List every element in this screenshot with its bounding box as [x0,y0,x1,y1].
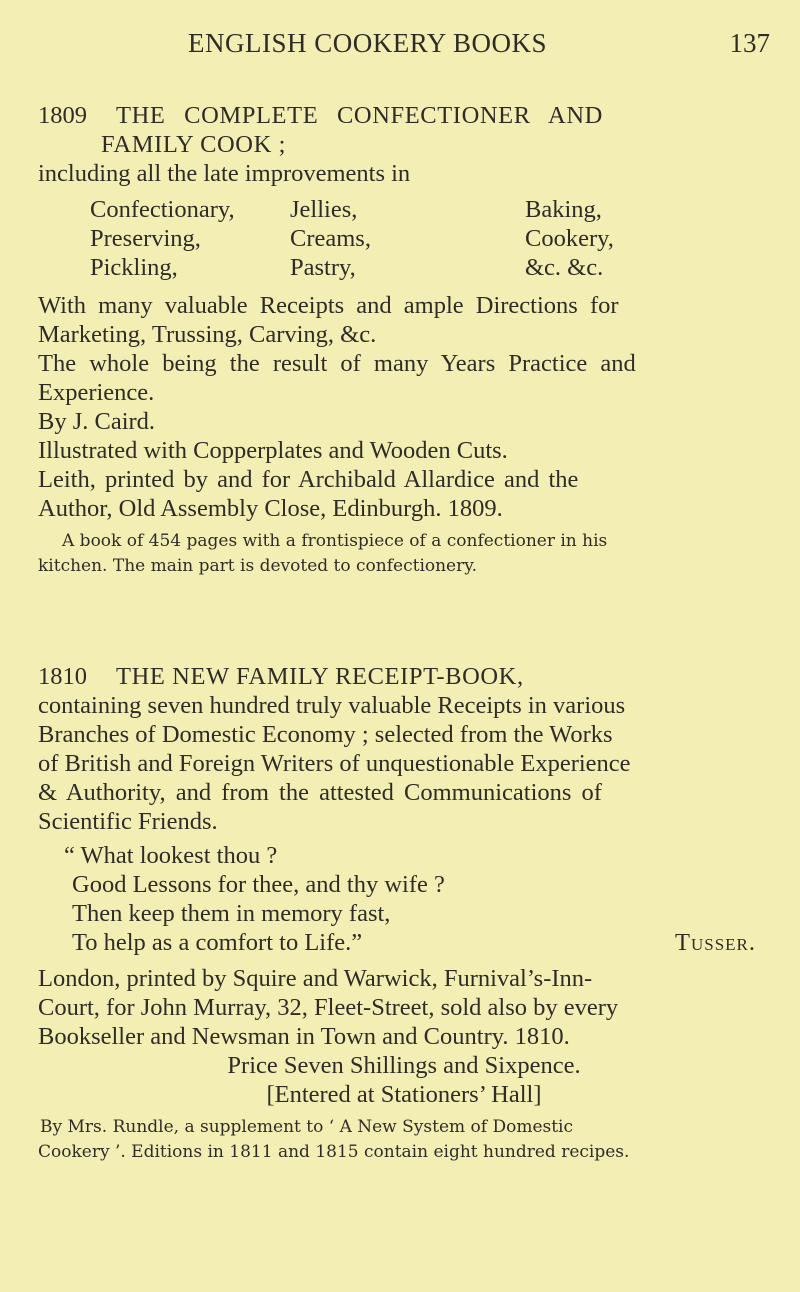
body-line: Marketing, Trussing, Carving, &c. [38,321,377,348]
price-line: Price Seven Shillings and Sixpence. [227,1052,581,1079]
entry-title-continued: FAMILY COOK ; [101,131,287,158]
body-line: Leith, printed by and for Archibald Allardice and the [38,466,579,493]
running-head [38,28,770,68]
body-line: The whole being the result of many Years Practice and [38,350,636,377]
entry-1809 [38,101,770,579]
entry-note [38,529,770,579]
verse-quote [64,841,770,957]
verse-line: To help as a comfort to Life.” [72,929,363,956]
note-line: Cookery ’. Editions in 1811 and 1815 contain eight hundred recipes. [38,1142,630,1162]
contents-columns [90,195,770,282]
entry-1810 [38,662,770,1165]
verse-last-line [72,928,770,957]
imprint-line: London, printed by Squire and Warwick, Furnival’s-Inn- [38,965,593,992]
column-item: Cookery, [525,225,614,252]
entry-heading [38,662,770,691]
note-line: By Mrs. Rundle, a supplement to ‘ A New System of Domestic [40,1117,574,1137]
column-item: Confectionary, [90,196,235,223]
note-line: kitchen. The main part is devoted to confectionery. [38,556,477,576]
entry-heading [38,101,770,130]
body-line: of British and Foreign Writers of unquestionable Experience [38,750,631,777]
verse-line: Good Lessons for thee, and thy wife ? [72,871,445,898]
body-line: Scientific Friends. [38,808,218,835]
column-item: Pastry, [290,254,356,281]
body-line: By J. Caird. [38,408,156,435]
imprint-line: Court, for John Murray, 32, Fleet-Street, sold also by every [38,994,619,1021]
running-title: ENGLISH COOKERY BOOKS [188,28,548,58]
entry-note [38,1115,770,1165]
body-line: Author, Old Assembly Close, Edinburgh. 1809. [38,495,503,522]
column-item: Jellies, [290,196,358,223]
column-item: Baking, [525,196,602,223]
note-line: A book of 454 pages with a frontispiece of a confectioner in his [62,531,608,551]
entry-year: 1809 [38,102,87,129]
entry-title: THE COMPLETE CONFECTIONER AND [116,102,603,129]
verse-author: Tusser. [675,929,756,956]
column-item: Creams, [290,225,371,252]
body-line: With many valuable Receipts and ample Directions for [38,292,619,319]
column-item: &c. &c. [525,254,604,281]
column-item: Pickling, [90,254,178,281]
body-line: containing seven hundred truly valuable Receipts in various [38,692,626,719]
body-line: Branches of Domestic Economy ; selected from the Works [38,721,613,748]
entry-subtitle: including all the late improvements in [38,160,411,187]
column-item: Preserving, [90,225,201,252]
imprint-line: Bookseller and Newsman in Town and Country. 1810. [38,1023,570,1050]
body-line: Experience. [38,379,155,406]
entry-year: 1810 [38,663,87,690]
entry-title: THE NEW FAMILY RECEIPT-BOOK, [116,663,524,690]
verse-line: “ What lookest thou ? [64,842,278,869]
body-line: Illustrated with Copperplates and Wooden Cuts. [38,437,508,464]
verse-line: Then keep them in memory fast, [72,900,391,927]
entered-line: [Entered at Stationers’ Hall] [266,1081,542,1108]
page-number: 137 [729,28,770,58]
body-line: & Authority, and from the attested Communications of [38,779,602,806]
